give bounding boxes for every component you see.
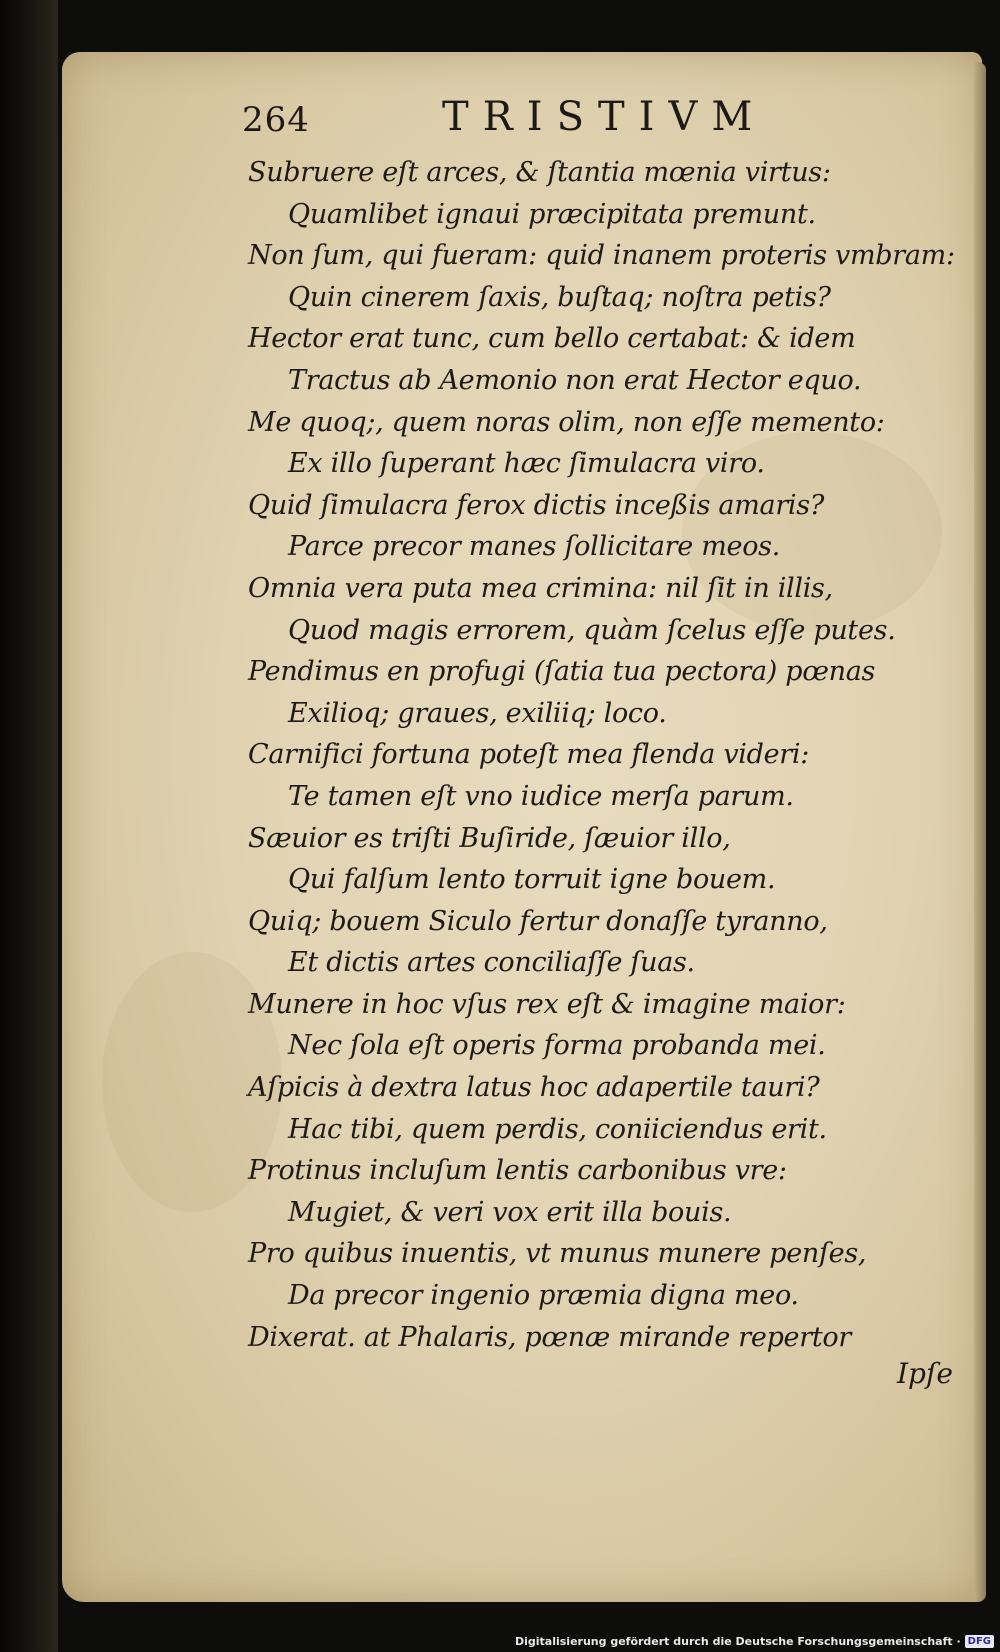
verse-line: Hac tibi, quem perdis, coniiciendus erit. [288, 1113, 827, 1145]
book-binding-edge [0, 0, 58, 1652]
page-edge [974, 62, 986, 1602]
verse-line: Hector erat tunc, cum bello certabat: & idem [248, 323, 856, 355]
verse-line: Non ſum, qui fueram: quid inanem proteris vmbram: [248, 240, 955, 272]
verse-line: Quin cinerem ſaxis, buſtaq; noſtra petis? [288, 281, 831, 313]
dfg-logo-icon: DFG [965, 1635, 994, 1648]
verse-line: Quiq; bouem Siculo fertur donaſſe tyranno, [248, 905, 828, 937]
verse-line: Omnia vera puta mea crimina: nil ſit in illis, [248, 572, 833, 604]
verse-line: Me quoq;, quem noras olim, non eſſe memento: [248, 406, 885, 438]
verse-line: Et dictis artes conciliaſſe ſuas. [288, 947, 695, 979]
verse-line: Te tamen eſt vno iudice merſa parum. [288, 780, 794, 812]
book-page [62, 52, 982, 1602]
verse-line: Ex illo ſuperant hæc ſimulacra viro. [288, 448, 765, 480]
verse-line: Aſpicis à dextra latus hoc adapertile tauri? [248, 1072, 820, 1104]
verse-line: Quamlibet ignaui præcipitata premunt. [288, 198, 816, 230]
catchword: Ipſe [897, 1357, 953, 1390]
verse-line: Protinus incluſum lentis carbonibus vre: [248, 1155, 787, 1187]
footer-credit-bar [505, 1630, 1000, 1652]
running-title: TRISTIVM [442, 94, 767, 140]
verse-line: Sæuior es triſti Buſiride, ſæuior illo, [248, 822, 731, 854]
verse-line: Carnifici fortuna poteſt mea flenda videri: [248, 739, 810, 771]
verse-line: Da precor ingenio præmia digna meo. [288, 1280, 799, 1312]
verse-line: Munere in hoc vſus rex eſt & imagine maior: [248, 988, 846, 1020]
verse-line: Quod magis errorem, quàm ſcelus eſſe putes. [288, 614, 896, 646]
verse-line: Parce precor manes ſollicitare meos. [288, 531, 780, 563]
verse-line: Tractus ab Aemonio non erat Hector equo. [288, 364, 862, 396]
verse-line: Pro quibus inuentis, vt munus munere penſes, [248, 1238, 867, 1270]
footer-credit-text: Digitalisierung gefördert durch die Deutsche Forschungsgemeinschaft · [514, 1634, 961, 1648]
verse-line: Pendimus en profugi (ſatia tua pectora) pœnas [248, 656, 876, 688]
page-number: 264 [242, 100, 310, 140]
verse-line: Exilioq; graues, exiliiq; loco. [288, 697, 667, 729]
verse-line: Mugiet, & veri vox erit illa bouis. [288, 1196, 732, 1228]
verse-line: Nec ſola eſt operis forma probanda mei. [288, 1030, 826, 1062]
page-header [242, 92, 882, 152]
verse-line: Qui falſum lento torruit igne bouem. [288, 864, 776, 896]
verse-line: Subruere eſt arces, & ſtantia mœnia virtus: [248, 157, 831, 188]
verse-list [248, 152, 955, 1358]
verse-line: Quid ſimulacra ferox dictis inceßis amaris? [248, 489, 824, 521]
verse-line: Dixerat. at Phalaris, pœnæ mirande repertor [248, 1321, 851, 1353]
